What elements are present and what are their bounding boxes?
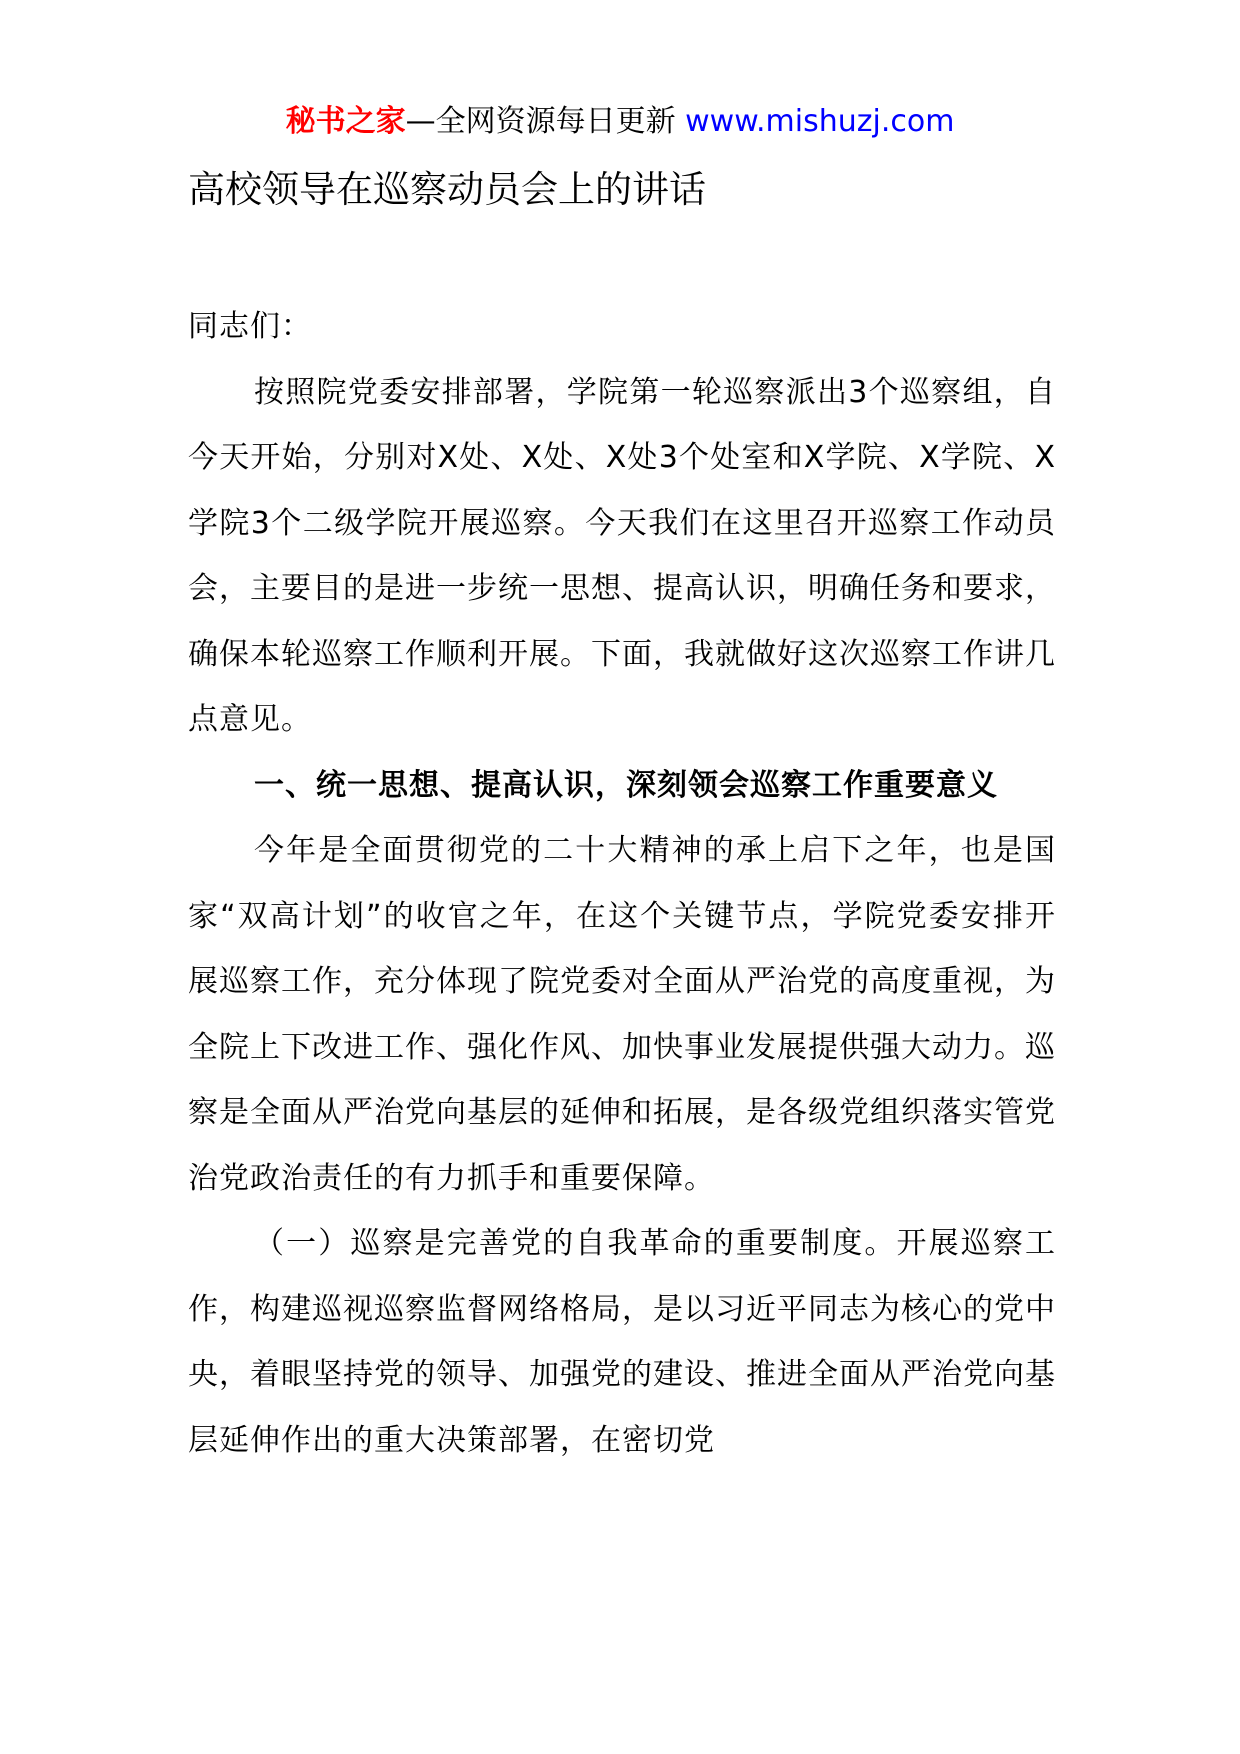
- paragraph-subsection-1: （一）巡察是完善党的自我革命的重要制度。开展巡察工作，构建巡视巡察监督网络格局，是以习近平同志为核心的党中央，着眼坚持党的领导、加强党的建设、推进全面从严治党向基层延伸作出的重大决策部署，在密切党: [188, 1226, 1056, 1458]
- document-title: 高校领导在巡察动员会上的讲话: [188, 168, 706, 211]
- site-url-link[interactable]: www.mishuzj.com: [685, 104, 955, 139]
- site-tagline: —全网资源每日更新: [405, 104, 676, 139]
- paragraph-intro: 按照院党委安排部署，学院第一轮巡察派出3个巡察组，自今天开始，分别对X处、X处、X处3个处室和X学院、X学院、X学院3个二级学院开展巡察。今天我们在这里召开巡察工作动员会，主要目的是进一步统一思想、提高认识，明确任务和要求，确保本轮巡察工作顺利开展。下面，我就做好这次巡察工作讲几点意见。: [188, 374, 1056, 737]
- section-heading-1: 一、统一思想、提高认识，深刻领会巡察工作重要意义: [254, 767, 998, 803]
- document-body: [188, 294, 1056, 1473]
- site-header: [0, 100, 1240, 144]
- salutation: 同志们：: [188, 309, 312, 344]
- paragraph-significance: 今年是全面贯彻党的二十大精神的承上启下之年，也是国家“双高计划”的收官之年，在这个关键节点，学院党委安排开展巡察工作，充分体现了院党委对全面从严治党的高度重视，为全院上下改进工作、强化作风、加快事业发展提供强大动力。巡察是全面从严治党向基层的延伸和拓展，是各级党组织落实管党治党政治责任的有力抓手和重要保障。: [188, 833, 1056, 1196]
- site-brand: 秘书之家: [285, 104, 406, 139]
